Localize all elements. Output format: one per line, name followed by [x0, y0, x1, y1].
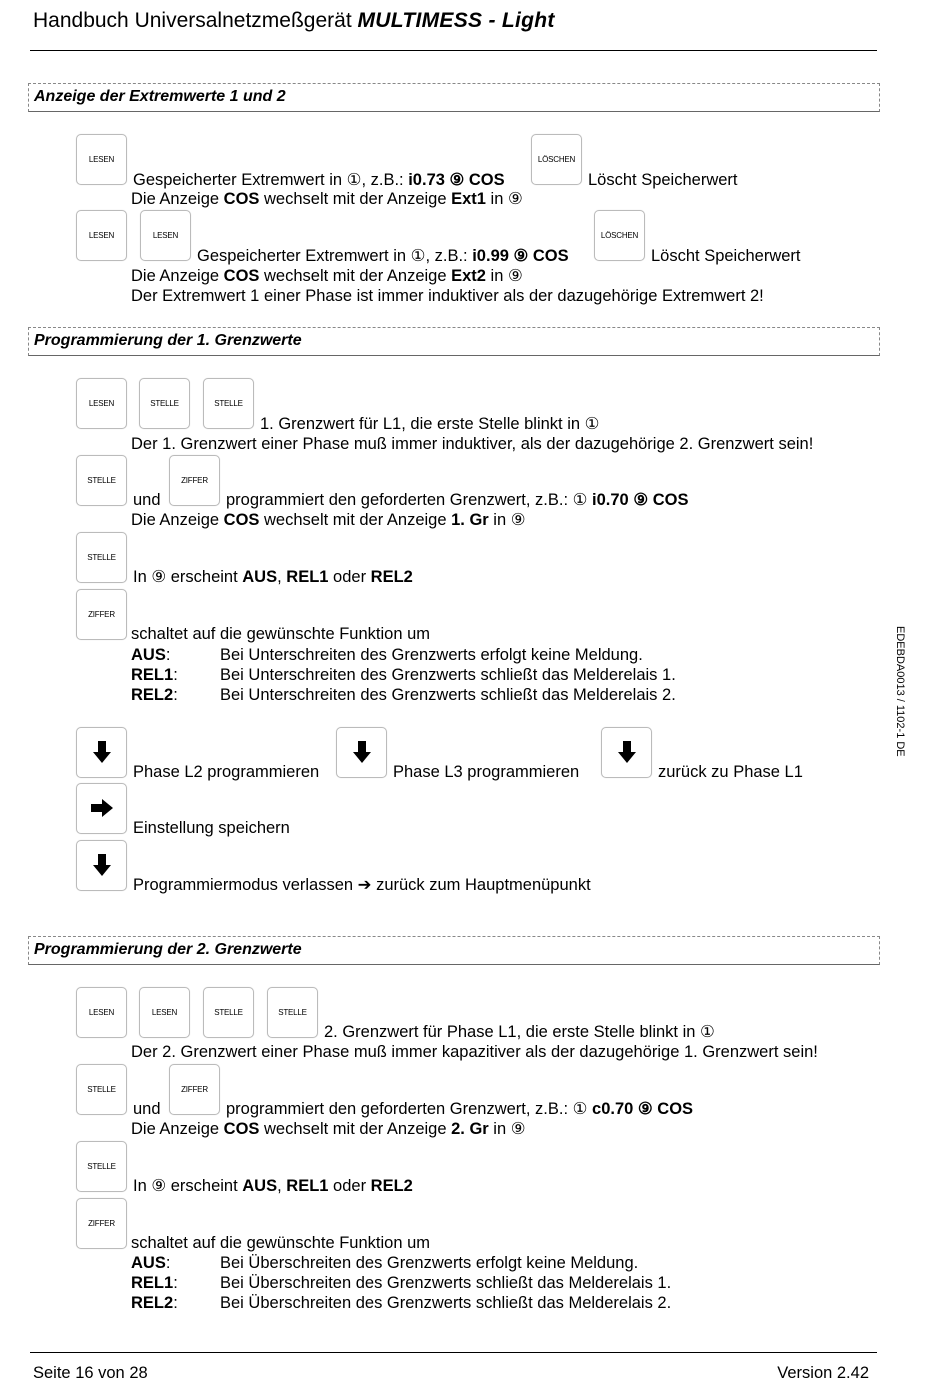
bold-text: REL2 [370, 1177, 413, 1195]
bold-text: COS [223, 190, 260, 208]
arrow-down-icon [350, 740, 374, 764]
bold-text: COS [223, 1120, 260, 1138]
text-segment: wechselt mit der Anzeige [259, 511, 452, 529]
section-title: Anzeige der Extremwerte 1 und 2 [34, 88, 286, 105]
instruction-text [226, 1099, 693, 1119]
note-text: Der 1. Grenzwert einer Phase muß immer induktiver, als der dazugehörige 2. Grenzwert sein! [131, 435, 814, 453]
option-row [131, 1293, 178, 1313]
text-segment: LESEN [88, 399, 115, 408]
text-segment: In ⑨ erscheint [133, 1177, 243, 1195]
text-segment: Die Anzeige [131, 1120, 224, 1138]
option-row [131, 1273, 178, 1293]
option-row [131, 665, 178, 685]
note-text: Der 2. Grenzwert einer Phase muß immer kapazitiver als der dazugehörige 1. Grenzwert sein! [131, 1043, 818, 1061]
bold-text: 2. Gr [451, 1120, 489, 1138]
note-text [131, 510, 526, 530]
text-segment: in ⑨ [485, 267, 523, 285]
instruction-text: schaltet auf die gewünschte Funktion um [131, 1234, 431, 1252]
text-segment: STELLE [150, 399, 179, 408]
note-text [131, 266, 523, 286]
arrow-down-icon [90, 853, 114, 877]
bold-text: AUS [131, 646, 166, 664]
down-key [76, 727, 127, 778]
option-desc: Bei Überschreiten des Grenzwerts schließt das Melderelais 2. [220, 1294, 672, 1312]
text-segment: oder [328, 1177, 371, 1195]
footer-rule [30, 1352, 877, 1353]
bold-text: AUS [242, 568, 278, 586]
text-segment: ZIFFER [181, 476, 208, 485]
und-text: und [133, 491, 161, 509]
ziffer-key [76, 1198, 127, 1249]
instruction-text: zurück zu Phase L1 [658, 763, 803, 781]
stelle-key [76, 532, 127, 583]
text-segment: : [165, 646, 171, 664]
text-segment: Gespeicherter Extremwert in ①, z.B.: [197, 247, 473, 265]
bold-text: REL1 [286, 1177, 329, 1195]
bold-text: Ext2 [451, 267, 486, 285]
text-segment: STELLE [214, 1008, 243, 1017]
bold-text: AUS [131, 1254, 166, 1272]
lesen-key [76, 134, 127, 185]
bold-text: 1. Gr [451, 511, 489, 529]
option-row [131, 685, 178, 705]
instruction-text: Löscht Speicherwert [651, 247, 801, 265]
text-segment: : [173, 666, 178, 684]
instruction-text [133, 567, 413, 587]
text-segment: in ⑨ [488, 1120, 526, 1138]
text-segment: STELLE [278, 1008, 307, 1017]
stelle-key [76, 1141, 127, 1192]
text-segment: STELLE [214, 399, 243, 408]
instruction-text [226, 490, 688, 510]
bold-text: Ext1 [451, 190, 486, 208]
option-desc: Bei Unterschreiten des Grenzwerts schließt das Melderelais 1. [220, 666, 676, 684]
stelle-key [76, 455, 127, 506]
ziffer-key [169, 455, 220, 506]
instruction-text [197, 246, 569, 266]
text-segment: Die Anzeige [131, 511, 224, 529]
note-text: Der Extremwert 1 einer Phase ist immer induktiver als der dazugehörige Extremwert 2! [131, 287, 764, 305]
arrow-down-icon [90, 740, 114, 764]
text-segment: oder [328, 568, 371, 586]
instruction-text: 2. Grenzwert für Phase L1, die erste Stelle blinkt in ① [324, 1023, 715, 1041]
stelle-key [139, 378, 190, 429]
instruction-text: Einstellung speichern [133, 819, 290, 837]
instruction-text: Löscht Speicherwert [588, 171, 738, 189]
text-segment: Gespeicherter Extremwert in ①, z.B.: [133, 171, 409, 189]
stelle-key [267, 987, 318, 1038]
option-desc: Bei Überschreiten des Grenzwerts schließt das Melderelais 1. [220, 1274, 672, 1292]
text-segment: LÖSCHEN [600, 231, 639, 240]
right-key [76, 783, 127, 834]
lesen-key [140, 210, 191, 261]
text-segment: LESEN [151, 1008, 178, 1017]
section-header-extremwerte [28, 83, 880, 112]
text-segment: , [277, 568, 287, 586]
section-header-grenzwerte-2 [28, 936, 880, 965]
bold-text: REL2 [131, 686, 174, 704]
instruction-text: schaltet auf die gewünschte Funktion um [131, 625, 431, 643]
text-segment: programmiert den geforderten Grenzwert, z.B.: ① [226, 491, 593, 509]
text-segment: Programmierung der 1. Grenzwerte [34, 332, 302, 349]
bold-text: i0.70 ⑨ COS [592, 491, 689, 509]
stelle-key [203, 987, 254, 1038]
stelle-key [203, 378, 254, 429]
bold-text: c0.70 ⑨ COS [592, 1100, 694, 1118]
arrow-right-icon [90, 796, 114, 820]
document-code: EDEBDA0013 / 1102-1 DE [894, 626, 906, 757]
title-text: Handbuch Universalnetzmeßgerät [33, 9, 358, 32]
lesen-key [76, 378, 127, 429]
text-segment: Programmierung der 2. Grenzwerte [34, 941, 302, 958]
loeschen-key [531, 134, 582, 185]
note-text [131, 1119, 526, 1139]
instruction-text: 1. Grenzwert für L1, die erste Stelle blinkt in ① [260, 415, 600, 433]
section-header-grenzwerte-1 [28, 327, 880, 356]
instruction-text: Phase L2 programmieren [133, 763, 320, 781]
und-text: und [133, 1100, 161, 1118]
option-row [131, 645, 170, 665]
document-title [33, 9, 555, 33]
arrow-down-icon [615, 740, 639, 764]
text-segment: ZIFFER [88, 1219, 115, 1228]
text-segment: : [173, 686, 178, 704]
ziffer-key [76, 589, 127, 640]
bold-text: REL2 [131, 1294, 174, 1312]
option-desc: Bei Unterschreiten des Grenzwerts schließt das Melderelais 2. [220, 686, 676, 704]
instruction-text [133, 1176, 413, 1196]
text-segment: LESEN [152, 231, 179, 240]
text-segment: : [173, 1294, 178, 1312]
instruction-text: Phase L3 programmieren [393, 763, 580, 781]
bold-text: REL1 [131, 666, 174, 684]
text-segment: STELLE [87, 553, 116, 562]
down-key [601, 727, 652, 778]
note-text [131, 189, 523, 209]
page-number: Seite 16 von 28 [33, 1364, 148, 1380]
text-segment: , [277, 1177, 287, 1195]
text-segment: in ⑨ [485, 190, 523, 208]
instruction-text: Programmiermodus verlassen ➔ zurück zum Hauptmenüpunkt [133, 876, 591, 894]
text-segment: programmiert den geforderten Grenzwert, z.B.: ① [226, 1100, 593, 1118]
bold-text: i0.99 ⑨ COS [472, 247, 569, 265]
text-segment: STELLE [87, 1085, 116, 1094]
instruction-text [133, 170, 505, 190]
ziffer-key [169, 1064, 220, 1115]
text-segment: : [173, 1274, 178, 1292]
key-label: LÖSCHEN [537, 155, 576, 164]
text-segment: ZIFFER [181, 1085, 208, 1094]
text-segment: wechselt mit der Anzeige [259, 267, 452, 285]
bold-text: REL2 [370, 568, 413, 586]
lesen-key [139, 987, 190, 1038]
text-segment: Die Anzeige [131, 267, 224, 285]
text-segment: wechselt mit der Anzeige [259, 190, 452, 208]
text-segment: wechselt mit der Anzeige [259, 1120, 452, 1138]
text-segment: : [165, 1254, 171, 1272]
text-segment: STELLE [87, 476, 116, 485]
bold-text: REL1 [131, 1274, 174, 1292]
option-desc: Bei Unterschreiten des Grenzwerts erfolgt keine Meldung. [220, 646, 643, 664]
header-rule [30, 50, 877, 51]
down-key [76, 840, 127, 891]
stelle-key [76, 1064, 127, 1115]
text-segment: STELLE [87, 1162, 116, 1171]
bold-text: AUS [242, 1177, 278, 1195]
text-segment: LESEN [88, 1008, 115, 1017]
option-desc: Bei Überschreiten des Grenzwerts erfolgt keine Meldung. [220, 1254, 639, 1272]
lesen-key [76, 987, 127, 1038]
version: Version 2.42 [777, 1364, 869, 1380]
text-segment: LESEN [88, 231, 115, 240]
bold-text: i0.73 ⑨ COS [408, 171, 505, 189]
loeschen-key [594, 210, 645, 261]
text-segment: Die Anzeige [131, 190, 224, 208]
bold-text: REL1 [286, 568, 329, 586]
bold-text: COS [223, 511, 260, 529]
option-row [131, 1253, 170, 1273]
bold-text: COS [223, 267, 260, 285]
text-segment: In ⑨ erscheint [133, 568, 243, 586]
product-name: MULTIMESS - Light [357, 9, 555, 32]
lesen-key [76, 210, 127, 261]
text-segment: ZIFFER [88, 610, 115, 619]
key-label: LESEN [88, 155, 115, 164]
down-key [336, 727, 387, 778]
text-segment: in ⑨ [488, 511, 526, 529]
